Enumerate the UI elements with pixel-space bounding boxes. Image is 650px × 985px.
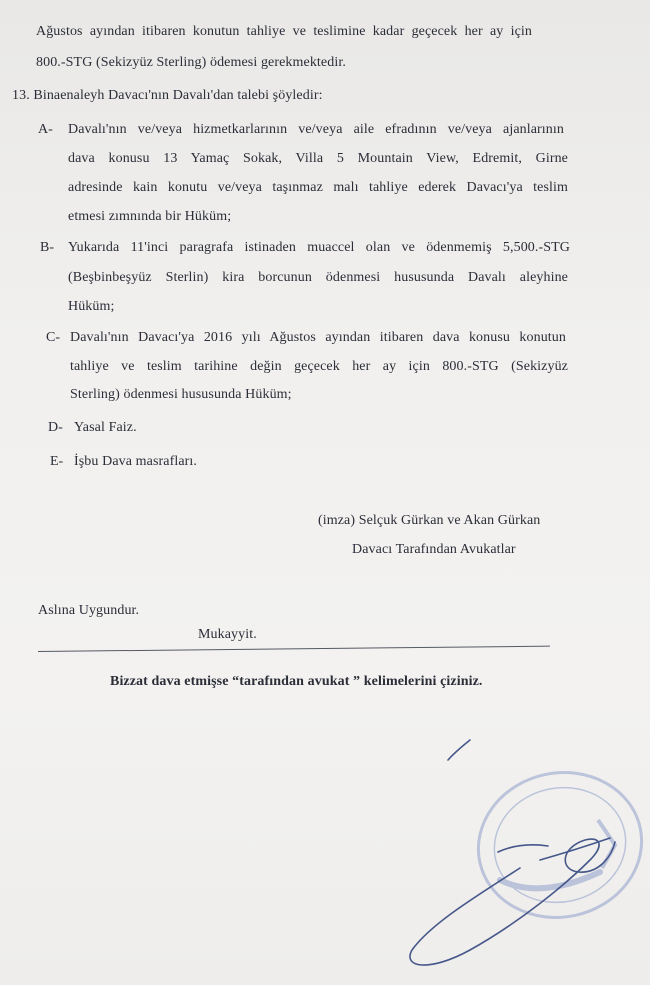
item-d-label: D-: [48, 420, 63, 435]
item-a-label: A-: [38, 122, 53, 137]
intro-line-2: 800.-STG (Sekizyüz Sterling) ödemesi gerekmektedir.: [36, 55, 346, 70]
aslina-uygundur: Aslına Uygundur.: [38, 603, 140, 618]
signature-line-2: Davacı Tarafından Avukatlar: [352, 542, 516, 557]
item-a-line-1: Davalı'nın ve/veya hizmetkarlarının ve/veya aile efradının ve/veya ajanlarının: [68, 122, 564, 137]
section-13-heading: 13. Binaenaleyh Davacı'nın Davalı'dan talebi şöyledir:: [12, 88, 323, 103]
item-c-label: C-: [46, 330, 60, 345]
item-b-label: B-: [40, 240, 54, 255]
item-e-label: E-: [50, 454, 64, 469]
item-c-line-2: tahliye ve teslim tarihine değin geçecek her ay için 800.-STG (Sekizyüz: [70, 359, 568, 374]
item-b-line-2: (Beşbinbeşyüz Sterlin) kira borcunun ödenmesi hususunda Davalı aleyhine: [68, 270, 568, 285]
intro-line-1: Ağustos ayından itibaren konutun tahliye ve teslimine kadar geçecek her ay için: [36, 24, 532, 39]
item-c-line-1: Davalı'nın Davacı'ya 2016 yılı Ağustos ayından itibaren dava konusu konutun: [70, 330, 566, 345]
item-a-line-4: etmesi zımnında bir Hüküm;: [68, 209, 232, 224]
item-b-line-1: Yukarıda 11'inci paragrafa istinaden muaccel olan ve ödenmemiş 5,500.-STG: [68, 240, 570, 255]
mukayyit: Mukayyit.: [198, 627, 257, 642]
item-b-line-3: Hüküm;: [68, 299, 115, 314]
item-e-line-1: İşbu Dava masrafları.: [74, 454, 197, 469]
official-stamp: [465, 758, 650, 933]
item-a-line-2: dava konusu 13 Yamaç Sokak, Villa 5 Mountain View, Edremit, Girne: [68, 151, 568, 166]
item-a-line-3: adresinde kain konutu ve/veya taşınmaz malı tahliye ederek Davacı'ya teslim: [68, 180, 568, 195]
footer-note: Bizzat dava etmişse “tarafından avukat ” kelimelerini çiziniz.: [110, 674, 483, 689]
item-d-line-1: Yasal Faiz.: [74, 420, 137, 435]
signature-line-1: (imza) Selçuk Gürkan ve Akan Gürkan: [318, 513, 541, 528]
item-c-line-3: Sterling) ödenmesi hususunda Hüküm;: [70, 387, 292, 402]
